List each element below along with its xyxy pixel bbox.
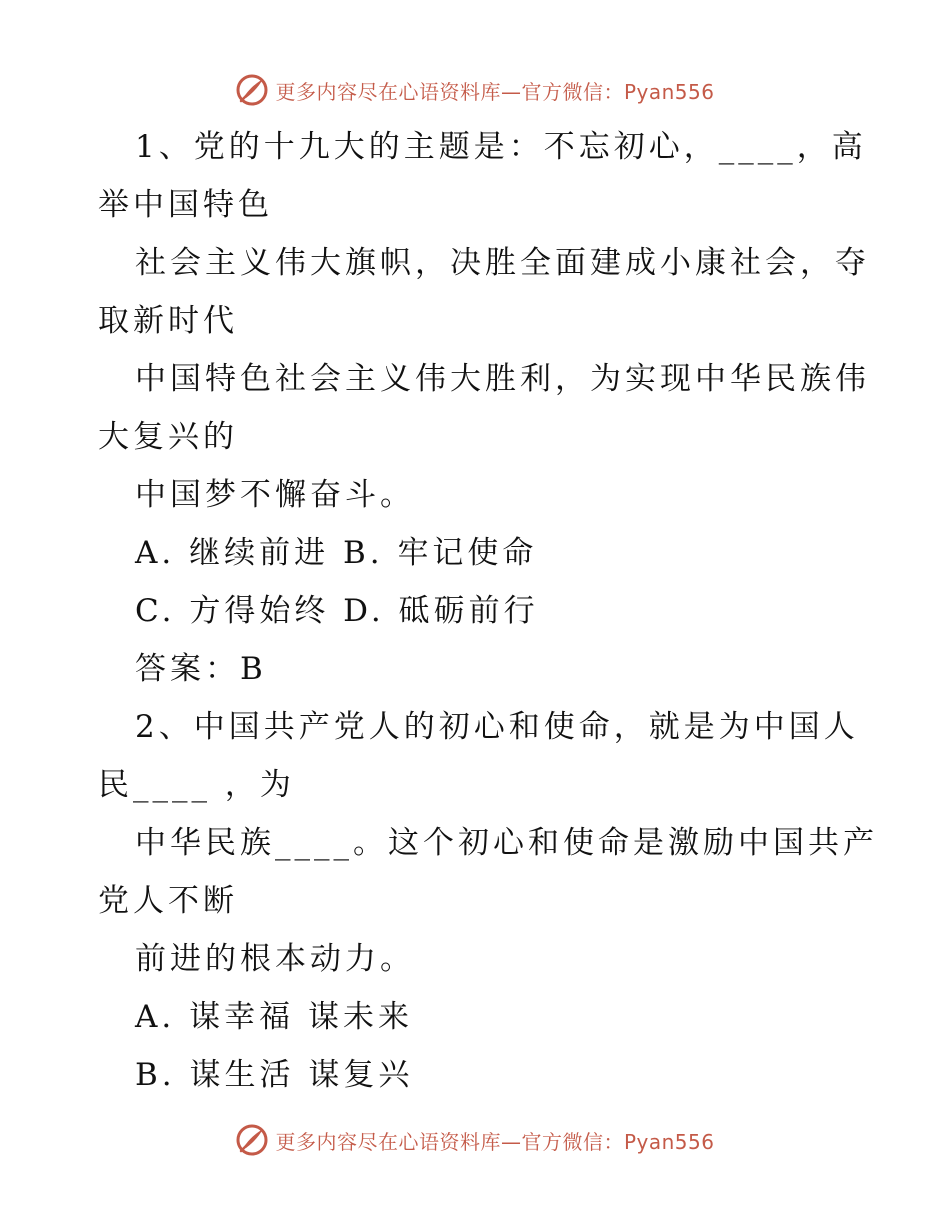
text-line: 社会主义伟大旗帜，决胜全面建成小康社会，夺 xyxy=(135,245,870,281)
text-line: 大复兴的 xyxy=(98,419,238,455)
text-line: 举中国特色 xyxy=(98,187,273,223)
text-line: 中国特色社会主义伟大胜利，为实现中华民族伟 xyxy=(135,361,870,397)
watermark-footer xyxy=(0,1120,950,1160)
feather-pen-logo-icon xyxy=(235,73,269,107)
watermark-text: 更多内容尽在心语资料库—官方微信：Pyan556 xyxy=(275,79,715,104)
text-line: 1、党的十九大的主题是：不忘初心，____，高 xyxy=(135,129,867,165)
feather-pen-logo-icon xyxy=(235,1123,269,1157)
text-line: 民____ ，为 xyxy=(98,767,295,803)
watermark-text: 更多内容尽在心语资料库—官方微信：Pyan556 xyxy=(275,1129,715,1154)
option-line: C. 方得始终 D. 砥砺前行 xyxy=(135,593,539,629)
text-line: 2、中国共产党人的初心和使命，就是为中国人 xyxy=(135,709,859,745)
text-line: 党人不断 xyxy=(98,883,238,919)
answer-line: 答案：B xyxy=(135,651,267,687)
text-line: 取新时代 xyxy=(98,303,238,339)
option-line: A. 继续前进 B. 牢记使命 xyxy=(135,535,538,571)
text-line: 中国梦不懈奋斗。 xyxy=(135,477,415,513)
option-line: B. 谋生活 谋复兴 xyxy=(135,1057,414,1093)
text-line: 前进的根本动力。 xyxy=(135,941,415,977)
watermark-header xyxy=(0,70,950,110)
option-line: A. 谋幸福 谋未来 xyxy=(135,999,413,1035)
text-line: 中华民族____。这个初心和使命是激励中国共产 xyxy=(135,825,878,861)
